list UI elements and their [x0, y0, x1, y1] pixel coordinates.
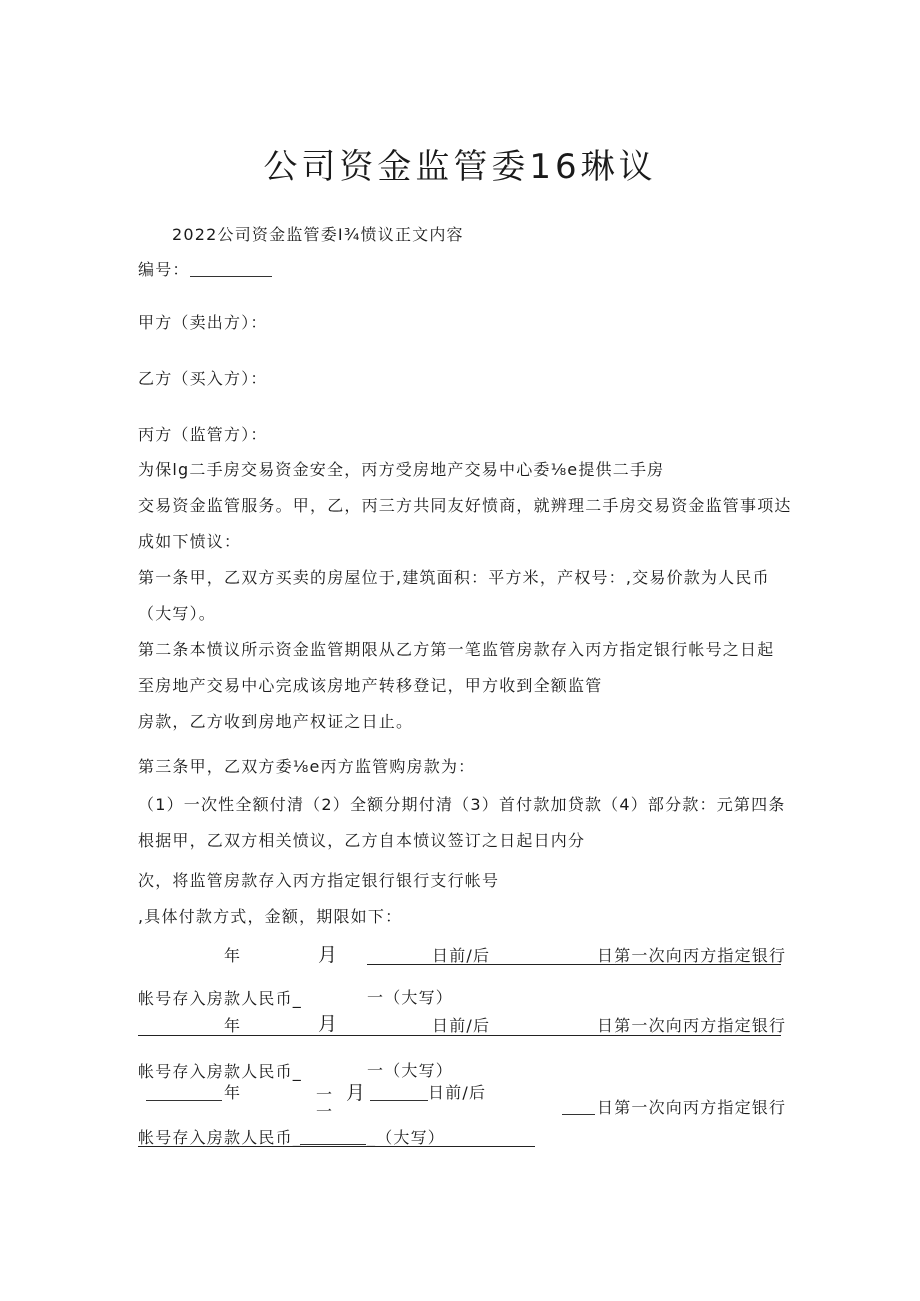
party-a-label: 甲方（卖出方）：	[138, 313, 268, 332]
payment-tail: 日第一次向丙方指定银行	[597, 1098, 787, 1117]
day-label: 日前/后	[428, 1083, 487, 1102]
number-label: 编号：	[138, 260, 190, 279]
year-label: 年	[224, 1016, 242, 1035]
party-b-label: 乙方（买入方）：	[138, 369, 268, 388]
tail-blank	[562, 1114, 595, 1115]
subtitle: 2022公司资金监管委I¾愤议正文内容	[172, 225, 464, 244]
article-3-line-2: （1）一次性全额付清（2）全额分期付清（3）首付款加贷款（4）部分款：元第四条	[138, 795, 786, 814]
article-3-line-3: 根据甲，乙双方相关愤议，乙方自本愤议签订之日起日内分	[138, 831, 586, 850]
article-3-line-4: 次，将监管房款存入丙方指定银行银行支行帐号	[138, 871, 500, 890]
dash-mark: 一	[316, 1085, 334, 1104]
amount-blank	[300, 1144, 366, 1145]
article-3-line-5: ,具体付款方式，金额，期限如下：	[138, 907, 403, 926]
article-2-line-1: 第二条本愤议所示资金监管期限从乙方第一笔监管房款存入丙方指定银行帐号之日起	[138, 640, 775, 659]
row-underline	[138, 1146, 535, 1147]
document-title: 公司资金监管委16琳议	[263, 147, 657, 187]
article-2-line-3: 房款，乙方收到房地产权证之日止。	[138, 712, 414, 731]
intro-line-3: 成如下愤议：	[138, 532, 242, 551]
intro-line-2: 交易资金监管服务。甲，乙，丙三方共同友好愤商，就辨理二手房交易资金监管事项达	[138, 496, 792, 515]
party-c-label: 丙方（监管方）：	[138, 425, 268, 444]
day-label: 日前/后	[432, 946, 491, 965]
article-1-line-1: 第一条甲，乙双方买卖的房屋位于,建筑面积：平方米，产权号：,交易价款为人民币	[138, 568, 770, 587]
article-1-line-2: （大写）。	[138, 604, 217, 623]
row-underline	[367, 964, 781, 965]
row-underline	[138, 1035, 781, 1036]
year-label: 年	[224, 1083, 242, 1102]
article-3-line-1: 第三条甲，乙双方委⅛e丙方监管购房款为：	[138, 757, 476, 776]
month-label: 月	[318, 1013, 339, 1035]
account-label: 帐号存入房款人民币_	[138, 1128, 303, 1147]
year-blank	[146, 1100, 222, 1101]
daxie-label: 一（大写）	[367, 1061, 454, 1080]
number-blank	[190, 276, 272, 277]
month-label: 月	[346, 1082, 367, 1104]
day-blank	[370, 1100, 428, 1101]
month-label: 月	[318, 944, 339, 966]
dash-mark-2: 一	[316, 1102, 334, 1121]
payment-tail: 日第一次向丙方指定银行	[597, 946, 787, 965]
daxie-label: 一（大写）	[367, 988, 454, 1007]
year-label: 年	[224, 946, 242, 965]
article-2-line-2: 至房地产交易中心完成该房地产转移登记，甲方收到全额监管	[138, 676, 603, 695]
account-label: 帐号存入房款人民币_	[138, 1062, 303, 1081]
intro-line-1: 为保lg二手房交易资金安全，丙方受房地产交易中心委⅛e提供二手房	[138, 460, 665, 479]
account-label: 帐号存入房款人民币_	[138, 989, 303, 1008]
payment-tail: 日第一次向丙方指定银行	[597, 1016, 787, 1035]
day-label: 日前/后	[432, 1016, 491, 1035]
daxie-label: _（大写）	[367, 1128, 446, 1147]
